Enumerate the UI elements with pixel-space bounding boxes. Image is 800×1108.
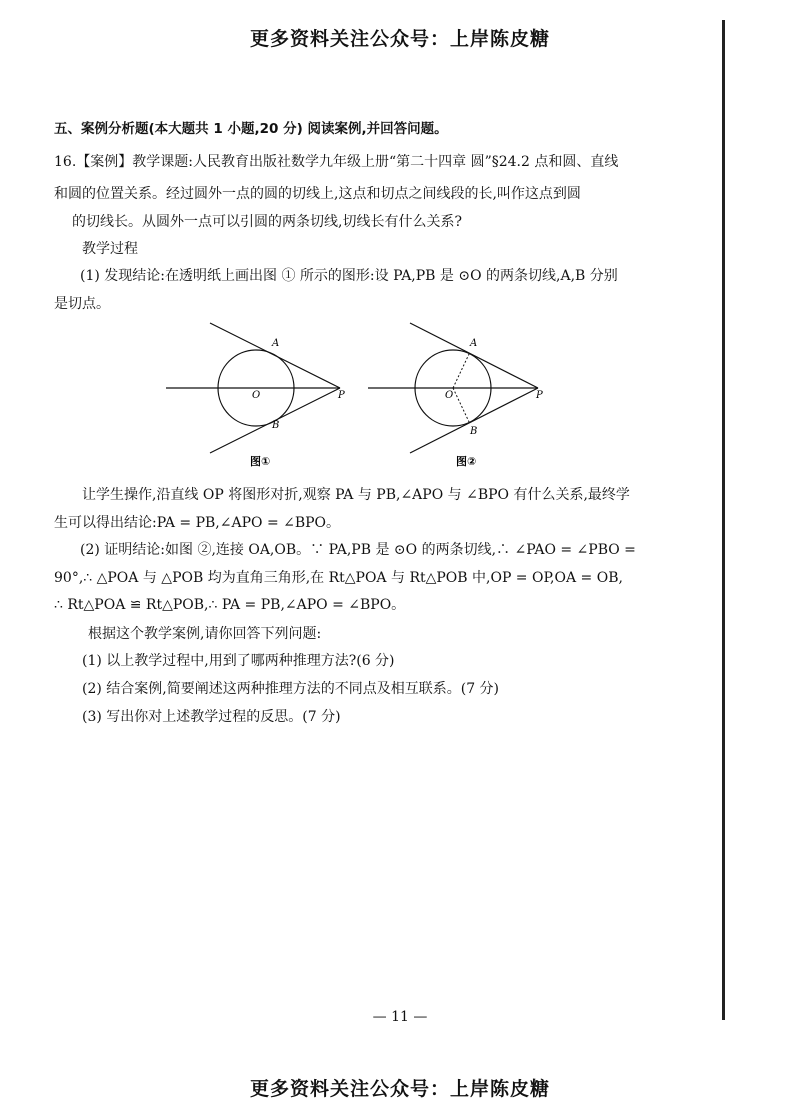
proof-line-2: 90°,∴ △POA 与 △POB 均为直角三角形,在 Rt△POA 与 Rt△POB 中,OP = OP,OA = OB, (54, 570, 623, 586)
question-3: (3) 写出你对上述教学过程的反思。(7 分) (82, 709, 341, 725)
page-edge-line (722, 20, 725, 1020)
fig2-label-p: P (536, 390, 543, 401)
fig2-caption: 图② (456, 455, 477, 468)
step1-line-1: (1) 发现结论:在透明纸上画出图 ① 所示的图形:设 PA,PB 是 ⊙O 的两条切线,A,B 分别 (80, 268, 618, 284)
discussion-line-2: 生可以得出结论:PA = PB,∠APO = ∠BPO。 (54, 515, 341, 531)
tangent-figures (160, 318, 560, 468)
fig2-label-o: O (445, 390, 454, 401)
question-2: (2) 结合案例,简要阐述这两种推理方法的不同点及相互联系。(7 分) (82, 681, 500, 697)
proof-line-1: (2) 证明结论:如图 ②,连接 OA,OB。∵ PA,PB 是 ⊙O 的两条切线,∴ ∠PAO = ∠PBO = (80, 542, 636, 558)
page-header: 更多资料关注公众号：上岸陈皮糖 (249, 28, 550, 50)
fig1-label-o: O (252, 390, 261, 401)
question-1: (1) 以上教学过程中,用到了哪两种推理方法?(6 分) (82, 653, 395, 669)
fig2-label-b: B (470, 426, 478, 437)
case-line-2: 和圆的位置关系。经过圆外一点的圆的切线上,这点和切点之间线段的长,叫作这点到圆 (54, 186, 581, 202)
case-line-1: 16.【案例】教学课题:人民教育出版社数学九年级上册“第二十四章 圆”§24.2 点和圆、直线 (54, 154, 619, 170)
figure-2 (368, 323, 543, 468)
fig1-label-b: B (272, 420, 280, 431)
questions-intro: 根据这个教学案例,请你回答下列问题: (88, 626, 322, 642)
proof-line-3: ∴ Rt△POA ≌ Rt△POB,∴ PA = PB,∠APO = ∠BPO。 (54, 597, 406, 613)
page-number: — 11 — (372, 1009, 428, 1025)
fig1-caption: 图① (250, 455, 271, 468)
page-footer: 更多资料关注公众号：上岸陈皮糖 (249, 1078, 550, 1100)
fig1-label-a: A (272, 338, 280, 349)
case-line-3: 的切线长。从圆外一点可以引圆的两条切线,切线长有什么关系? (72, 214, 462, 230)
fig2-label-a: A (470, 338, 478, 349)
step1-line-2: 是切点。 (54, 296, 110, 312)
process-title: 教学过程 (82, 241, 138, 257)
section-title: 五、案例分析题(本大题共 1 小题,20 分) 阅读案例,并回答问题。 (54, 121, 448, 137)
fig1-label-p: P (338, 390, 345, 401)
discussion-line-1: 让学生操作,沿直线 OP 将图形对折,观察 PA 与 PB,∠APO 与 ∠BPO 有什么关系,最终学 (82, 487, 630, 503)
figure-1 (166, 323, 345, 468)
